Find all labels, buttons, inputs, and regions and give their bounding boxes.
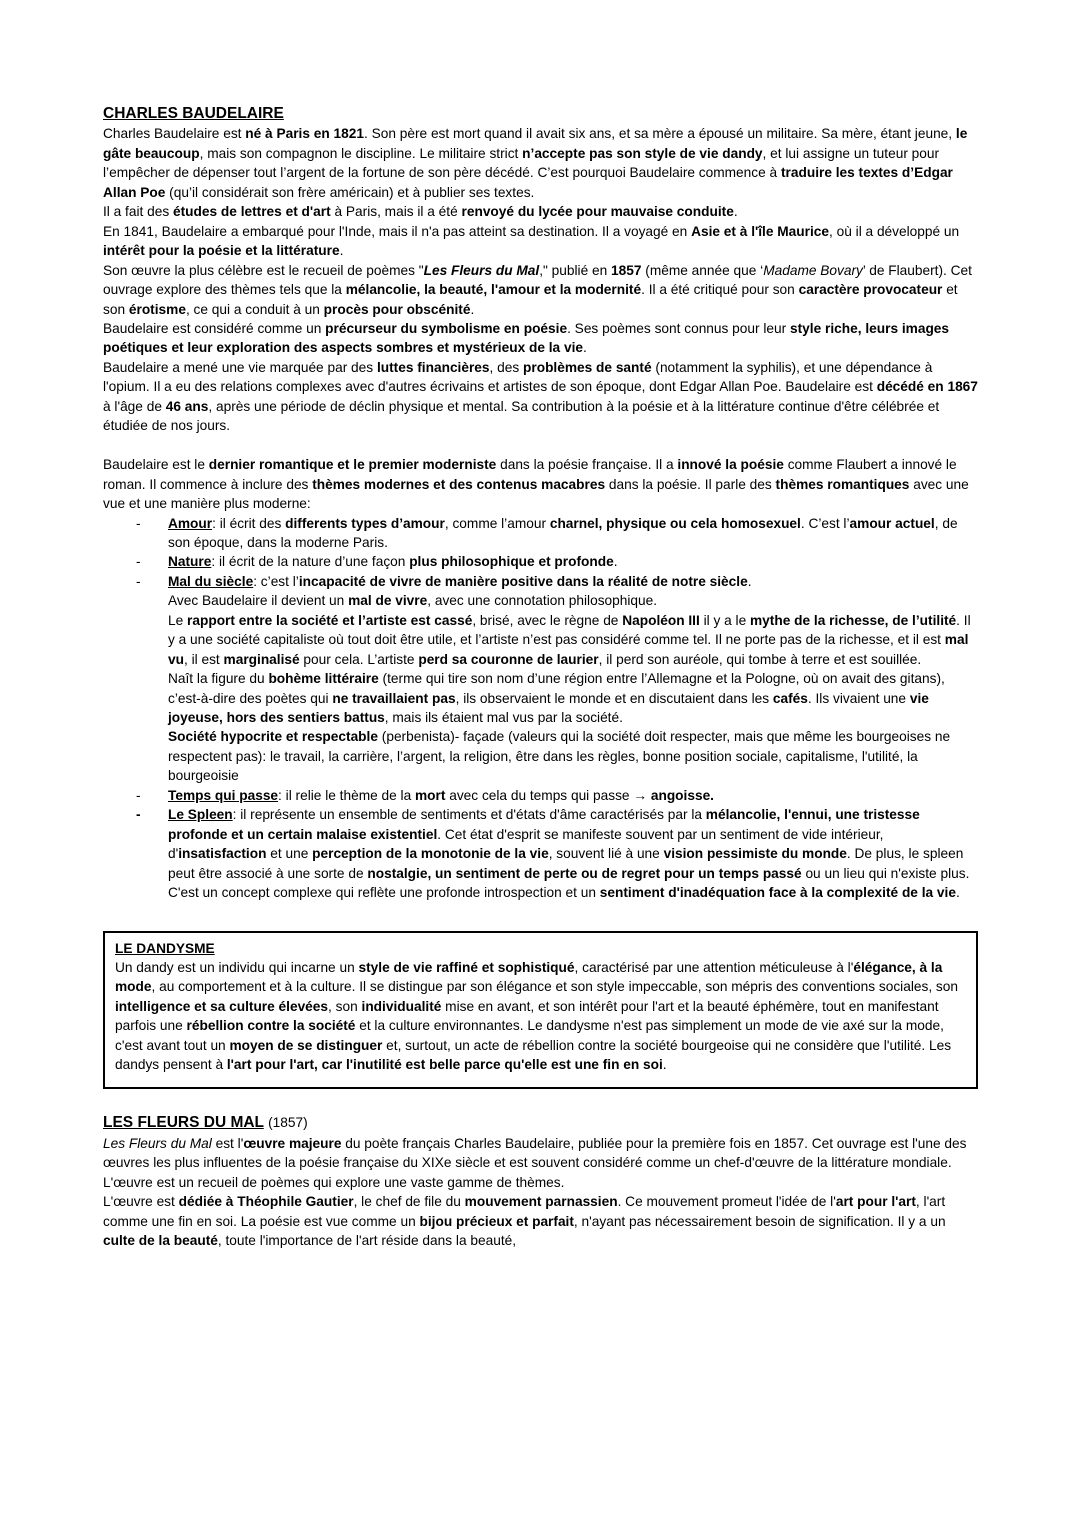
theme-item-temps-qui-passe: - Temps qui passe: il relie le thème de la mort avec cela du temps qui passe → angoisse. (103, 786, 978, 805)
theme-item-mal-du-siecle: - Mal du siècle: c’est l’incapacité de vivre de manière positive dans la réalité de notre siècle. Avec Baudelaire il devient un mal de vivre, avec une connotation philosophique. Le rapport entre la société et l’artiste est cassé, brisé, avec le règne de Napoléon III il y a le mythe de la richesse, de l’utilité. Il y a une société capitaliste où tout doit être utile, et l’artiste n’est pas considéré comme tel. Il ne porte pas de la richesse, et il est mal vu, il est marginalisé pour cela. L’artiste perd sa couronne de laurier, il perd son auréole, qui tombe à terre et est souillée. Naît la figure du bohème littéraire (terme qui tire son nom d’une région entre l’Allemagne et la Pologne, où on avait des gitans), c’est-à-dire des poètes qui ne travaillaient pas, ils observaient le monde et en discutaient dans les cafés. Ils vivaient une vie joyeuse, hors des sentiers battus, mais ils étaient mal vus par la société. Société hypocrite et respectable (perbenista)- façade (valeurs qui la société doit respecter, mais que même les bourgeoises ne respectent pas): le travail, la carrière, l’argent, la religion, être dans les règles, bonne position sociale, capitalisme, l'utilité, la bourgeoisie (103, 572, 978, 786)
theme-item-le-spleen: - Le Spleen: il représente un ensemble de sentiments et d'états d'âme caractérisés par la mélancolie, l'ennui, une tristesse profonde et un certain malaise existentiel. Cet état d'esprit se manifeste souvent par un sentiment de vide intérieur, d'insatisfaction et une perception de la monotonie de la vie, souvent lié à une vision pessimiste du monde. De plus, le spleen peut être associé à une sorte de nostalgie, un sentiment de perte ou de regret pour un temps passé ou un lieu qui n'existe plus. C'est un concept complexe qui reflète une profonde introspection et un sentiment d'inadéquation face à la complexité de la vie. (103, 805, 978, 902)
fleurs-title-text: LES FLEURS DU MAL (103, 1113, 264, 1131)
dandysme-paragraph: Un dandy est un individu qui incarne un style de vie raffiné et sophistiqué, caractérisé par une attention méticuleuse à l'élégance, à la mode, au comportement et à la culture. Il se distingue par son élégance et son style impeccable, son mépris des conventions sociales, son intelligence et sa culture élevées, son individualité mise en avant, et son intérêt pour l'art et la beauté éphémère, tout en manifestant parfois une rébellion contre la société et la culture environnantes. Le dandysme n'est pas simplement un mode de vie axé sur la mode, c'est avant tout un moyen de se distinguer et, surtout, un acte de rébellion contre la société bourgeoise qui ne considère que l'utilité. Les dandys pensent à l'art pour l'art, car l'inutilité est belle parce qu'elle est une fin en soi. (115, 960, 958, 1073)
theme-item-amour: - Amour: il écrit des differents types d’amour, comme l’amour charnel, physique ou cela homosexuel. C’est l’amour actuel, de son époque, dans la moderne Paris. (103, 514, 978, 553)
theme-item-nature: - Nature: il écrit de la nature d’une façon plus philosophique et profonde. (103, 552, 978, 571)
bio-paragraph: Baudelaire est considéré comme un précurseur du symbolisme en poésie. Ses poèmes sont connus pour leur style riche, leurs images poétiques et leur exploration des aspects sombres et mystérieux de la vie. (103, 320, 950, 356)
heading-le-dandysme: LE DANDYSME (115, 940, 215, 956)
bio-paragraph: Il a fait des études de lettres et d'art à Paris, mais il a été renvoyé du lycée pour mauvaise conduite. (103, 204, 738, 220)
fleurs-paragraph: Les Fleurs du Mal est l'œuvre majeure du poète français Charles Baudelaire, publiée pour la première fois en 1857. Cet ouvrage est l'une des œuvres les plus influentes de la poésie française du XIXe siècle et est souvent considéré comme un chef-d'œuvre de la littérature mondiale. L'œuvre est un recueil de poèmes qui explore une vaste gamme de thèmes. (103, 1135, 967, 1190)
dandysme-box (103, 931, 978, 1089)
heading-les-fleurs-du-mal (103, 1113, 978, 1133)
fleurs-year: (1857) (268, 1114, 308, 1130)
heading-charles-baudelaire: CHARLES BAUDELAIRE (103, 105, 284, 122)
themes-list (103, 514, 978, 903)
fleurs-paragraph: L'œuvre est dédiée à Théophile Gautier, le chef de file du mouvement parnassien. Ce mouvement promeut l'idée de l'art pour l'art, l'art comme une fin en soi. La poésie est vue comme un bijou précieux et parfait, n'ayant pas nécessairement besoin de signification. Il y a un culte de la beauté, toute l'importance de l'art réside dans la beauté, (103, 1194, 946, 1248)
bio-paragraph: Baudelaire a mené une vie marquée par des luttes financières, des problèmes de santé (notamment la syphilis), et une dépendance à l'opium. Il a eu des relations complexes avec d'autres écrivains et artistes de son époque, dont Edgar Allan Poe. Baudelaire est décédé en 1867 à l'âge de 46 ans, après une période de déclin physique et mental. Sa contribution à la poésie et à la littérature continue d'être célébrée et étudiée de nos jours. (103, 359, 978, 434)
modernism-intro-paragraph: Baudelaire est le dernier romantique et le premier moderniste dans la poésie française. Il a innové la poésie comme Flaubert a innové le roman. Il commence à inclure des thèmes modernes et des contenus macabres dans la poésie. Il parle des thèmes romantiques avec une vue et une manière plus moderne: (103, 457, 969, 512)
bio-paragraph: Son œuvre la plus célèbre est le recueil de poèmes "Les Fleurs du Mal," publié en 1857 (même année que ‘Madame Bovary’ de Flaubert). Cet ouvrage explore des thèmes tels que la mélancolie, la beauté, l'amour et la modernité. Il a été critiqué pour son caractère provocateur et son érotisme, ce qui a conduit à un procès pour obscénité. (103, 262, 972, 317)
bio-paragraph: En 1841, Baudelaire a embarqué pour l'Inde, mais il n'a pas atteint sa destination. Il a voyagé en Asie et à l'île Maurice, où il a développé un intérêt pour la poésie et la littérature. (103, 223, 960, 259)
bio-paragraph: Charles Baudelaire est né à Paris en 1821. Son père est mort quand il avait six ans, et sa mère a épousé un militaire. Sa mère, étant jeune, le gâte beaucoup, mais son compagnon le discipline. Le militaire strict n’accepte pas son style de vie dandy, et lui assigne un tuteur pour l’empêcher de dépenser tout l’argent de la fortune de son père décédé. C’est pourquoi Baudelaire commence à traduire les textes d’Edgar Allan Poe (qu’il considérait son frère américain) et à publier ses textes. (103, 126, 968, 200)
